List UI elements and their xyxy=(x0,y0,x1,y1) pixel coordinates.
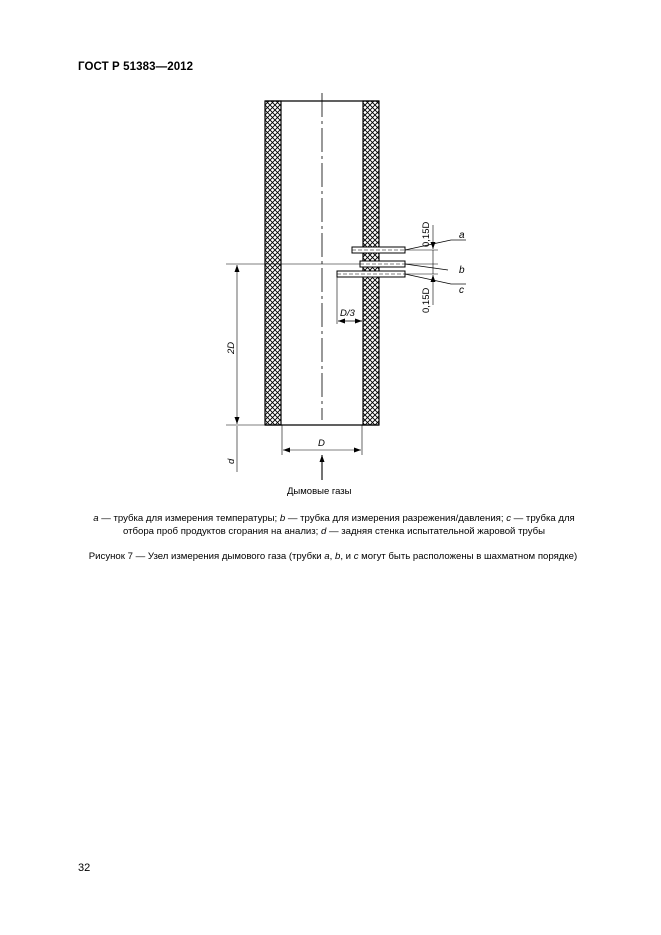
tube-b xyxy=(360,261,405,267)
caption-part-2: , xyxy=(329,551,335,562)
document-header: ГОСТ Р 51383—2012 xyxy=(78,61,194,73)
tube-c xyxy=(337,271,405,277)
caption-part-4: могут быть расположены в шахматном порядке) xyxy=(358,551,578,562)
caption-c: c xyxy=(353,551,359,562)
legend-d-text: — задняя стенка испытательной жаровой трубы xyxy=(326,526,546,537)
label-D-over-3: D/3 xyxy=(340,308,355,319)
legend-c-letter: c xyxy=(506,513,511,524)
dimension-top-0-15D: 0,15D xyxy=(421,221,432,247)
legend-a-letter: a xyxy=(93,513,99,524)
page-number: 32 xyxy=(78,862,91,874)
label-c: c xyxy=(459,285,464,296)
caption-part-3: , и xyxy=(340,551,354,562)
dimension-bottom-0-15D: 0,15D xyxy=(421,287,432,313)
figure-caption xyxy=(40,551,626,562)
legend-c-text: — трубка для отбора проб продуктов сгорания на анализ; xyxy=(122,513,575,537)
legend-b-text: — трубка для измерения разрежения/давления; xyxy=(285,513,507,524)
figure-legend xyxy=(84,512,584,538)
label-flue-gases: Дымовые газы xyxy=(287,486,352,497)
tube-a xyxy=(352,247,405,253)
caption-part-1: Рисунок 7 — Узел измерения дымового газа (трубки xyxy=(88,551,325,562)
legend-d-letter: d xyxy=(321,526,327,537)
label-b: b xyxy=(459,265,465,276)
tube-left-wall xyxy=(265,101,281,425)
legend-a-text: — трубка для измерения температуры; xyxy=(98,513,280,524)
label-a: a xyxy=(459,230,465,241)
label-2D: 2D xyxy=(226,341,237,354)
label-d: d xyxy=(226,458,237,464)
legend-b-letter: b xyxy=(279,513,286,524)
label-D: D xyxy=(318,438,325,449)
caption-a: a xyxy=(324,551,330,562)
caption-b: b xyxy=(334,551,341,562)
